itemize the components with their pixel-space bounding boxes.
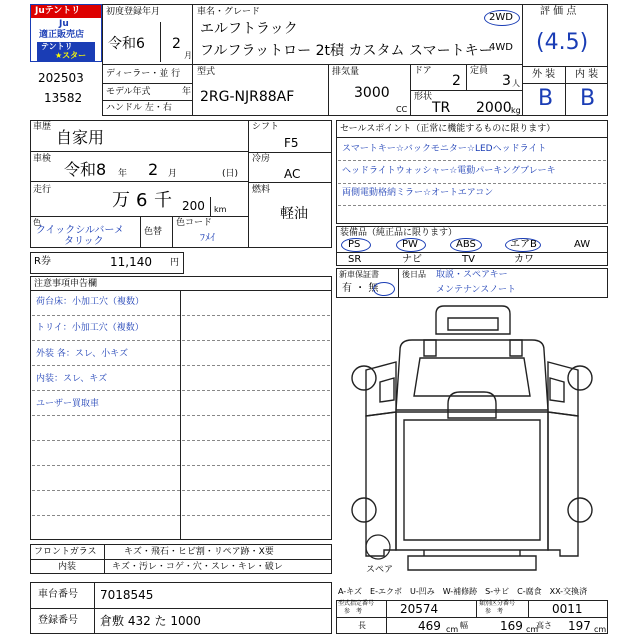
aircon-label: 冷房 (252, 154, 271, 164)
logo-text-5: ★スター (55, 51, 87, 60)
class-label-2: 参 考 (485, 608, 504, 615)
mileage-sen-unit: 千 (154, 190, 172, 211)
recycle-unit: 円 (170, 258, 180, 268)
rating-value: (4.5) (536, 30, 589, 55)
handle-label: ハンドル 左・右 (106, 103, 172, 113)
shaken-month: 2 (148, 160, 159, 179)
ext-rating: B (538, 86, 554, 111)
sales-points-label: セールスポイント（正常に機能するものに限ります） (340, 124, 556, 134)
equip-navi: ナビ (402, 254, 422, 265)
plate-label: 登録番号 (38, 615, 78, 626)
reg-era: 令和6 (108, 36, 145, 52)
notes-label: 注意事項申告欄 (34, 279, 98, 289)
color-code-label: 色コード (176, 218, 213, 228)
seat-value: 3 (502, 73, 511, 89)
interior-value: キズ・汚レ・コゲ・穴・スレ・キレ・破レ (112, 562, 283, 572)
equip-leather: カワ (514, 254, 534, 265)
length-label: 長 (358, 621, 366, 630)
equip-abs: ABS (456, 239, 476, 250)
equip-sr: SR (348, 254, 362, 265)
width-value: 169 (500, 619, 523, 633)
equip-airbag: エアB (510, 239, 537, 250)
type-spec-label-1: 型式指定番号 (338, 600, 375, 607)
door-value: 2 (452, 73, 461, 89)
recycle-value: 11,140 (110, 255, 152, 269)
height-label: 高さ (536, 621, 552, 630)
shift-value: F5 (284, 136, 299, 150)
logo-text-3: 適正販売店 (39, 30, 85, 40)
car-grade: フルフラットロー 2t積 カスタム スマートキー (200, 43, 493, 59)
seat-label: 定員 (470, 66, 489, 76)
damage-legend: A-キズ E-エクボ U-凹み W-補修跡 S-サビ C-腐食 XX-交換済 (338, 587, 588, 596)
note-3: 外装 各：スレ、小キズ (36, 349, 128, 359)
sales-point-2: ヘッドライトウォッシャー☆電動パーキングブレーキ (342, 166, 556, 176)
car-label: 車名・グレード (197, 7, 261, 17)
chassis-value: 7018545 (100, 588, 154, 602)
width-unit: cm (526, 625, 539, 634)
use-value: 自家用 (56, 128, 105, 147)
type-spec-value: 20574 (400, 602, 439, 616)
length-value: 469 (418, 619, 441, 633)
later-goods-2: メンテナンスノート (436, 285, 517, 295)
reg-label: 初度登録年月 (106, 7, 161, 17)
logo-text-2: Ju (59, 19, 69, 29)
spare-label: スペア (366, 565, 394, 575)
later-goods-1: 取説・スペアキー (436, 270, 508, 280)
dealer-label: ディーラー・並 行 (106, 69, 181, 79)
weight-value: 2000 (476, 100, 512, 116)
note-4: 内装：スレ、キズ (36, 374, 108, 384)
spare-tire-icon (358, 534, 398, 562)
equip-aw: AW (574, 239, 591, 250)
color-value-1: クイックシルバーメ (36, 225, 124, 236)
reg-month: 2 (172, 36, 181, 52)
shift-label: シフト (252, 122, 280, 132)
height-unit: cm (594, 625, 607, 634)
sales-point-3: 両側電動格納ミラー☆オートエアコン (342, 188, 494, 198)
interior-label: 内装 (58, 562, 77, 572)
warranty-value: 有 ・ 無 (342, 283, 379, 294)
color-code: ﾌﾒｲ (200, 233, 215, 244)
warranty-label: 新車保証書 (339, 270, 379, 279)
front-glass-value: キズ・飛石・ヒビ割・リペア跡・X要 (124, 547, 274, 557)
cc-value: 3000 (354, 85, 390, 101)
mileage-hundred: 200 (182, 199, 205, 213)
color-label: 色 (33, 218, 41, 227)
drive-4wd: 4WD (489, 42, 513, 53)
cc-unit: CC (396, 105, 408, 114)
note-1: 荷台床：小加工穴（複数） (36, 297, 145, 307)
note-2: トリイ：小加工穴（複数） (36, 323, 144, 333)
equip-ps: PS (348, 239, 361, 250)
height-value: 197 (568, 619, 591, 633)
recycle-frame (30, 252, 184, 274)
drive-2wd: 2WD (489, 12, 513, 23)
logo-text-1: Juテントリ (35, 6, 81, 16)
shaken-day-unit: (日) (222, 169, 239, 179)
shape-label: 形状 (414, 92, 433, 102)
ext-label: 外 装 (532, 69, 556, 80)
katashiki-label: 型式 (197, 67, 216, 77)
rating-label: 評 価 点 (540, 6, 577, 17)
mileage-unit: km (214, 205, 227, 214)
sales-point-1: スマートキー☆バックモニター☆LEDヘッドライト (342, 144, 547, 154)
int-label: 内 装 (575, 69, 599, 80)
stock-number-b: 13582 (44, 91, 83, 105)
aircon-value: AC (284, 167, 301, 181)
shaken-label: 車検 (33, 154, 52, 164)
chassis-label: 車台番号 (38, 589, 78, 600)
later-goods-label: 後日品 (402, 270, 426, 279)
width-label: 幅 (460, 621, 468, 630)
shaken-era: 令和8 (64, 160, 107, 179)
shaken-month-unit: 月 (168, 169, 178, 179)
mileage-man: 万 (112, 190, 130, 211)
seat-unit: 人 (512, 79, 520, 88)
class-value: 0011 (552, 602, 583, 616)
logo (30, 4, 102, 62)
car-name: エルフトラック (200, 21, 298, 37)
door-label: ドア (414, 66, 432, 76)
type-spec-label-2: 参 考 (344, 608, 363, 615)
color-change-label: 色替 (144, 227, 163, 237)
equip-tv: TV (462, 254, 475, 265)
model-year-unit: 年 (182, 87, 192, 97)
mileage-sen: 6 (136, 190, 148, 211)
recycle-label: R券 (34, 256, 51, 267)
plate-value: 倉敷 432 た 1000 (100, 614, 201, 628)
mileage-label: 走行 (33, 185, 52, 195)
note-5: ユーザー買取車 (36, 399, 100, 409)
int-rating: B (580, 86, 596, 111)
fuel-value: 軽油 (280, 206, 308, 222)
katashiki-value: 2RG-NJR88AF (200, 89, 295, 105)
shaken-year-unit: 年 (118, 169, 128, 179)
class-label-1: 類別区分番号 (479, 600, 516, 607)
length-unit: cm (446, 625, 459, 634)
reg-month-unit: 月 (184, 51, 192, 60)
equip-pw: PW (402, 239, 418, 250)
cc-label: 排気量 (332, 67, 360, 77)
weight-unit: kg (511, 106, 521, 115)
shape-value: TR (432, 100, 451, 116)
front-glass-label: フロントガラス (34, 547, 97, 557)
model-year-label: モデル年式 (106, 87, 151, 97)
equipment-label: 装備品（純正品に限ります） (340, 228, 458, 238)
fuel-label: 燃料 (252, 185, 271, 195)
use-label: 車歴 (33, 122, 52, 132)
stock-number-a: 202503 (38, 71, 84, 85)
color-value-2: タリック (64, 236, 104, 247)
logo-text-4: テントリ (41, 42, 73, 51)
